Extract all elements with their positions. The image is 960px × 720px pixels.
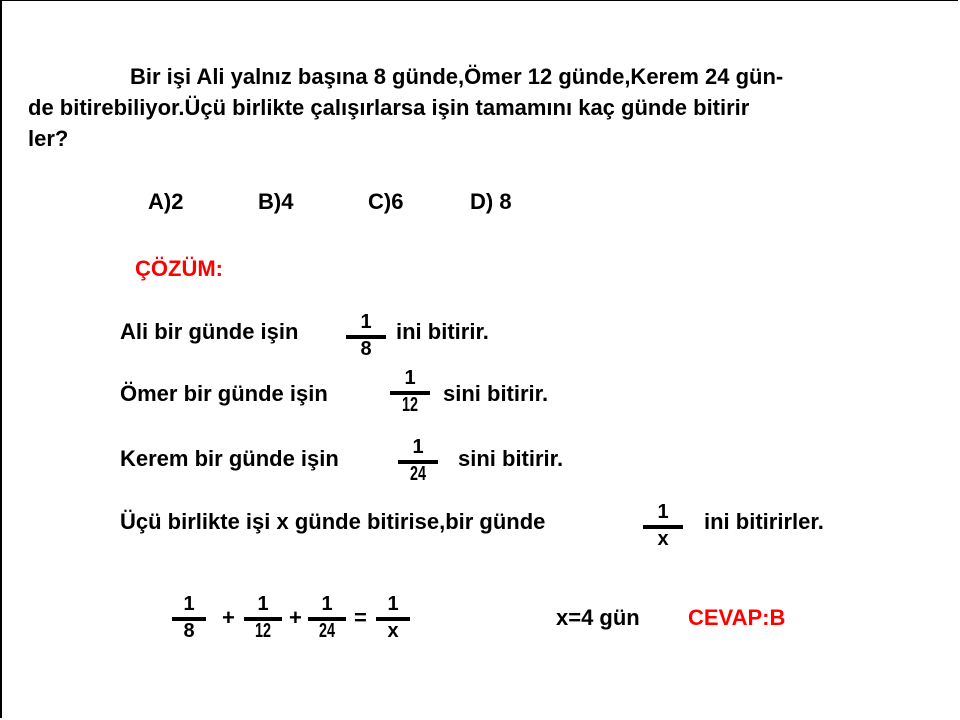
kerem-text-before: Kerem bir günde işin xyxy=(120,446,339,471)
equation-numerator: 1 xyxy=(257,593,269,615)
ali-fraction xyxy=(346,312,386,372)
ucu-text-after: ini bitirirler. xyxy=(704,509,824,534)
question-line-1: Bir işi Ali yalnız başına 8 günde,Ömer 12 günde,Kerem 24 gün- xyxy=(130,64,784,89)
result-text: x=4 gün xyxy=(556,605,640,630)
plus-sign: + xyxy=(289,605,302,630)
kerem-numerator: 1 xyxy=(412,436,424,458)
ucu-text-before: Üçü birlikte işi x günde bitirise,bir günde xyxy=(120,509,546,534)
ali-text-after: ini bitirir. xyxy=(396,319,489,344)
ali-text-before: Ali bir günde işin xyxy=(120,319,299,344)
ali-denominator: 8 xyxy=(360,338,372,360)
omer-fraction xyxy=(390,368,430,428)
omer-text-before: Ömer bir günde işin xyxy=(120,381,328,406)
solution-heading: ÇÖZÜM: xyxy=(135,256,223,281)
question-line-3: ler? xyxy=(28,126,69,151)
answer-text: CEVAP:B xyxy=(688,605,786,630)
equation-denominator: 8 xyxy=(183,620,195,642)
omer-text-after: sini bitirir. xyxy=(443,381,549,406)
kerem-denominator: 24 xyxy=(409,463,427,485)
equation-fraction-3 xyxy=(308,594,346,654)
option-b: B)4 xyxy=(258,189,294,214)
equation-numerator: 1 xyxy=(321,593,333,615)
ucu-numerator: 1 xyxy=(657,501,669,523)
equation-numerator: 1 xyxy=(183,593,195,615)
ucu-fraction xyxy=(643,502,683,562)
equation-fraction-2 xyxy=(244,594,282,654)
question-line-2: de bitirebiliyor.Üçü birlikte çalışırlarsa işin tamamını kaç günde bitirir xyxy=(28,95,750,120)
equation-numerator: 1 xyxy=(387,593,399,615)
equals-sign: = xyxy=(354,605,367,630)
equation-denominator: x xyxy=(387,620,399,642)
plus-sign: + xyxy=(222,605,235,630)
kerem-text-after: sini bitirir. xyxy=(458,446,564,471)
equation-denominator: 12 xyxy=(254,620,272,642)
omer-numerator: 1 xyxy=(404,367,416,389)
option-d: D) 8 xyxy=(470,189,512,214)
omer-denominator: 12 xyxy=(401,394,419,416)
kerem-fraction xyxy=(398,437,438,497)
equation-fraction-4 xyxy=(376,594,410,654)
equation-denominator: 24 xyxy=(318,620,336,642)
ali-numerator: 1 xyxy=(360,311,372,333)
equation-fraction-1 xyxy=(172,594,206,654)
ucu-denominator: x xyxy=(657,528,669,550)
option-a: A)2 xyxy=(148,189,184,214)
option-c: C)6 xyxy=(368,189,404,214)
